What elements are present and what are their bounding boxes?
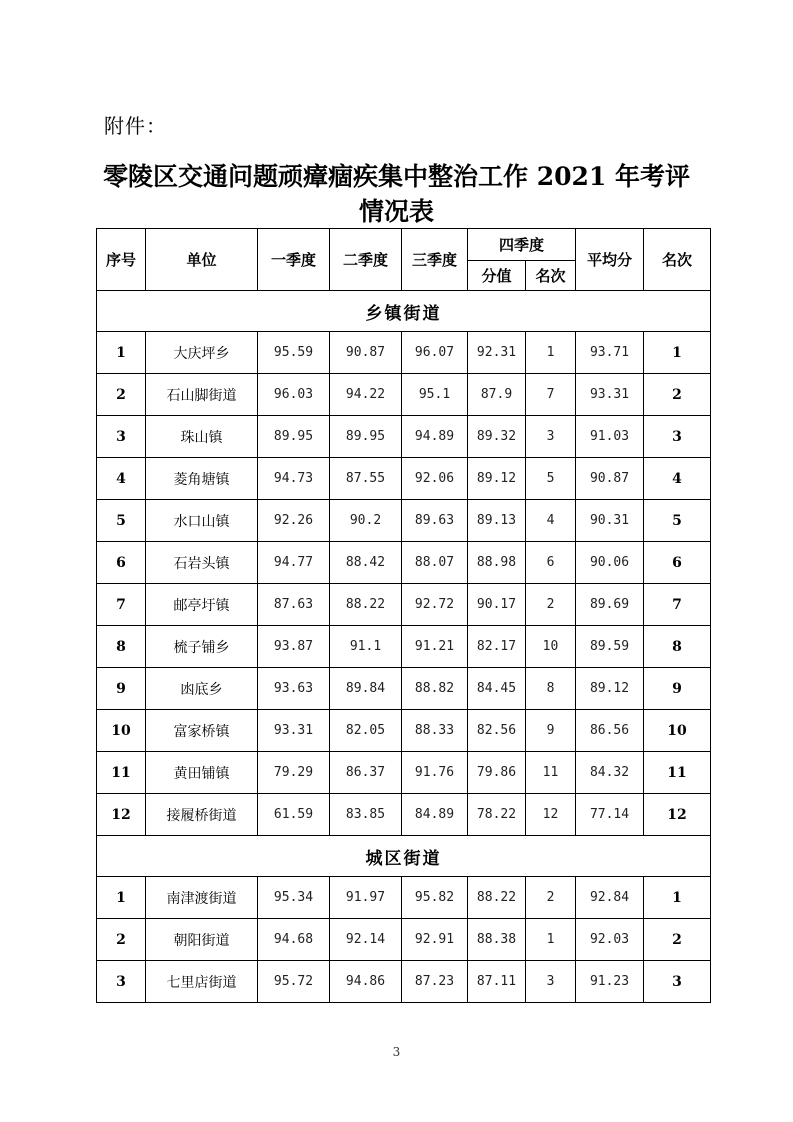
average-score: 84.32 xyxy=(576,752,644,794)
average-score: 90.87 xyxy=(576,458,644,500)
average-score: 77.14 xyxy=(576,794,644,836)
q4-score: 82.56 xyxy=(468,710,526,752)
q1-score: 94.73 xyxy=(258,458,330,500)
q4-score: 89.13 xyxy=(468,500,526,542)
attachment-label: 附件： xyxy=(104,114,167,138)
q4-score: 87.9 xyxy=(468,374,526,416)
table-row xyxy=(97,794,711,836)
section-header-row xyxy=(97,291,711,332)
document-title-line2: 情况表 xyxy=(358,197,434,226)
q1-score: 95.72 xyxy=(258,961,330,1003)
q4-score: 88.98 xyxy=(468,542,526,584)
table-row xyxy=(97,500,711,542)
header-avg: 平均分 xyxy=(576,229,644,291)
average-score: 89.59 xyxy=(576,626,644,668)
q4-rank: 9 xyxy=(526,710,576,752)
q4-score: 82.17 xyxy=(468,626,526,668)
table-row xyxy=(97,668,711,710)
q1-score: 61.59 xyxy=(258,794,330,836)
q4-rank: 2 xyxy=(526,877,576,919)
q4-score: 92.31 xyxy=(468,332,526,374)
overall-rank: 11 xyxy=(644,752,711,794)
q4-score: 90.17 xyxy=(468,584,526,626)
q4-score: 88.38 xyxy=(468,919,526,961)
header-q2: 二季度 xyxy=(330,229,402,291)
unit-name: 接履桥街道 xyxy=(146,794,258,836)
q3-score: 91.21 xyxy=(402,626,468,668)
q4-rank: 2 xyxy=(526,584,576,626)
q3-score: 95.1 xyxy=(402,374,468,416)
q2-score: 88.42 xyxy=(330,542,402,584)
table-row xyxy=(97,919,711,961)
overall-rank: 2 xyxy=(644,374,711,416)
header-unit: 单位 xyxy=(146,229,258,291)
unit-name: 七里店街道 xyxy=(146,961,258,1003)
q2-score: 94.86 xyxy=(330,961,402,1003)
q3-score: 96.07 xyxy=(402,332,468,374)
section-title: 乡镇街道 xyxy=(97,291,711,332)
q3-score: 88.07 xyxy=(402,542,468,584)
q2-score: 90.87 xyxy=(330,332,402,374)
overall-rank: 1 xyxy=(644,332,711,374)
table-row xyxy=(97,626,711,668)
q1-score: 79.29 xyxy=(258,752,330,794)
q2-score: 92.14 xyxy=(330,919,402,961)
q3-score: 92.91 xyxy=(402,919,468,961)
q2-score: 88.22 xyxy=(330,584,402,626)
row-index: 3 xyxy=(97,961,146,1003)
unit-name: 南津渡街道 xyxy=(146,877,258,919)
q3-score: 89.63 xyxy=(402,500,468,542)
table-row xyxy=(97,710,711,752)
unit-name: 石山脚街道 xyxy=(146,374,258,416)
q4-rank: 3 xyxy=(526,416,576,458)
overall-rank: 12 xyxy=(644,794,711,836)
document-title: 零陵区交通问题顽瘴痼疾集中整治工作 2021 年考评 xyxy=(103,162,690,191)
q2-score: 82.05 xyxy=(330,710,402,752)
q2-score: 89.84 xyxy=(330,668,402,710)
q2-score: 94.22 xyxy=(330,374,402,416)
average-score: 91.23 xyxy=(576,961,644,1003)
overall-rank: 5 xyxy=(644,500,711,542)
row-index: 7 xyxy=(97,584,146,626)
row-index: 3 xyxy=(97,416,146,458)
unit-name: 梳子铺乡 xyxy=(146,626,258,668)
header-q3: 三季度 xyxy=(402,229,468,291)
q2-score: 83.85 xyxy=(330,794,402,836)
q2-score: 90.2 xyxy=(330,500,402,542)
q4-rank: 5 xyxy=(526,458,576,500)
overall-rank: 8 xyxy=(644,626,711,668)
table-row xyxy=(97,584,711,626)
row-index: 5 xyxy=(97,500,146,542)
row-index: 12 xyxy=(97,794,146,836)
q3-score: 95.82 xyxy=(402,877,468,919)
row-index: 10 xyxy=(97,710,146,752)
header-q1: 一季度 xyxy=(258,229,330,291)
row-index: 2 xyxy=(97,919,146,961)
evaluation-table xyxy=(96,228,711,1003)
q3-score: 92.72 xyxy=(402,584,468,626)
overall-rank: 9 xyxy=(644,668,711,710)
q4-score: 79.86 xyxy=(468,752,526,794)
q3-score: 91.76 xyxy=(402,752,468,794)
average-score: 93.31 xyxy=(576,374,644,416)
row-index: 4 xyxy=(97,458,146,500)
q1-score: 87.63 xyxy=(258,584,330,626)
overall-rank: 4 xyxy=(644,458,711,500)
q2-score: 91.1 xyxy=(330,626,402,668)
table-row xyxy=(97,458,711,500)
average-score: 92.84 xyxy=(576,877,644,919)
row-index: 2 xyxy=(97,374,146,416)
average-score: 90.06 xyxy=(576,542,644,584)
q3-score: 94.89 xyxy=(402,416,468,458)
q1-score: 93.31 xyxy=(258,710,330,752)
overall-rank: 7 xyxy=(644,584,711,626)
q3-score: 84.89 xyxy=(402,794,468,836)
average-score: 90.31 xyxy=(576,500,644,542)
q1-score: 89.95 xyxy=(258,416,330,458)
overall-rank: 2 xyxy=(644,919,711,961)
q4-rank: 7 xyxy=(526,374,576,416)
q3-score: 87.23 xyxy=(402,961,468,1003)
unit-name: 黄田铺镇 xyxy=(146,752,258,794)
q4-score: 89.32 xyxy=(468,416,526,458)
q4-rank: 6 xyxy=(526,542,576,584)
q4-score: 78.22 xyxy=(468,794,526,836)
average-score: 92.03 xyxy=(576,919,644,961)
overall-rank: 3 xyxy=(644,416,711,458)
table-row xyxy=(97,961,711,1003)
q1-score: 93.63 xyxy=(258,668,330,710)
header-q4: 四季度 xyxy=(468,229,576,261)
q4-rank: 1 xyxy=(526,919,576,961)
q4-score: 88.22 xyxy=(468,877,526,919)
page-number: 3 xyxy=(392,1045,401,1059)
q4-rank: 3 xyxy=(526,961,576,1003)
q3-score: 88.82 xyxy=(402,668,468,710)
table-row xyxy=(97,752,711,794)
unit-name: 邮亭圩镇 xyxy=(146,584,258,626)
q1-score: 95.59 xyxy=(258,332,330,374)
row-index: 11 xyxy=(97,752,146,794)
q4-rank: 10 xyxy=(526,626,576,668)
unit-name: 凼底乡 xyxy=(146,668,258,710)
q1-score: 93.87 xyxy=(258,626,330,668)
average-score: 91.03 xyxy=(576,416,644,458)
q1-score: 96.03 xyxy=(258,374,330,416)
q4-rank: 1 xyxy=(526,332,576,374)
header-seq: 序号 xyxy=(97,229,146,291)
average-score: 89.12 xyxy=(576,668,644,710)
average-score: 86.56 xyxy=(576,710,644,752)
q1-score: 94.77 xyxy=(258,542,330,584)
header-q4-score: 分值 xyxy=(468,261,526,291)
row-index: 1 xyxy=(97,332,146,374)
row-index: 6 xyxy=(97,542,146,584)
q4-rank: 11 xyxy=(526,752,576,794)
section-title: 城区街道 xyxy=(97,836,711,877)
unit-name: 富家桥镇 xyxy=(146,710,258,752)
q2-score: 86.37 xyxy=(330,752,402,794)
q2-score: 89.95 xyxy=(330,416,402,458)
q4-rank: 4 xyxy=(526,500,576,542)
q3-score: 88.33 xyxy=(402,710,468,752)
unit-name: 大庆坪乡 xyxy=(146,332,258,374)
q2-score: 91.97 xyxy=(330,877,402,919)
header-q4-rank: 名次 xyxy=(526,261,576,291)
row-index: 8 xyxy=(97,626,146,668)
q2-score: 87.55 xyxy=(330,458,402,500)
overall-rank: 10 xyxy=(644,710,711,752)
q1-score: 92.26 xyxy=(258,500,330,542)
overall-rank: 1 xyxy=(644,877,711,919)
q4-score: 89.12 xyxy=(468,458,526,500)
q1-score: 95.34 xyxy=(258,877,330,919)
table-row xyxy=(97,416,711,458)
table-row xyxy=(97,374,711,416)
unit-name: 石岩头镇 xyxy=(146,542,258,584)
unit-name: 朝阳街道 xyxy=(146,919,258,961)
row-index: 9 xyxy=(97,668,146,710)
q4-score: 87.11 xyxy=(468,961,526,1003)
average-score: 89.69 xyxy=(576,584,644,626)
header-rank: 名次 xyxy=(644,229,711,291)
unit-name: 水口山镇 xyxy=(146,500,258,542)
unit-name: 珠山镇 xyxy=(146,416,258,458)
table-body xyxy=(97,291,711,1003)
q4-rank: 12 xyxy=(526,794,576,836)
table-row xyxy=(97,332,711,374)
q4-rank: 8 xyxy=(526,668,576,710)
table-row xyxy=(97,877,711,919)
section-header-row xyxy=(97,836,711,877)
row-index: 1 xyxy=(97,877,146,919)
unit-name: 菱角塘镇 xyxy=(146,458,258,500)
q4-score: 84.45 xyxy=(468,668,526,710)
overall-rank: 3 xyxy=(644,961,711,1003)
q3-score: 92.06 xyxy=(402,458,468,500)
average-score: 93.71 xyxy=(576,332,644,374)
table-row xyxy=(97,542,711,584)
q1-score: 94.68 xyxy=(258,919,330,961)
overall-rank: 6 xyxy=(644,542,711,584)
